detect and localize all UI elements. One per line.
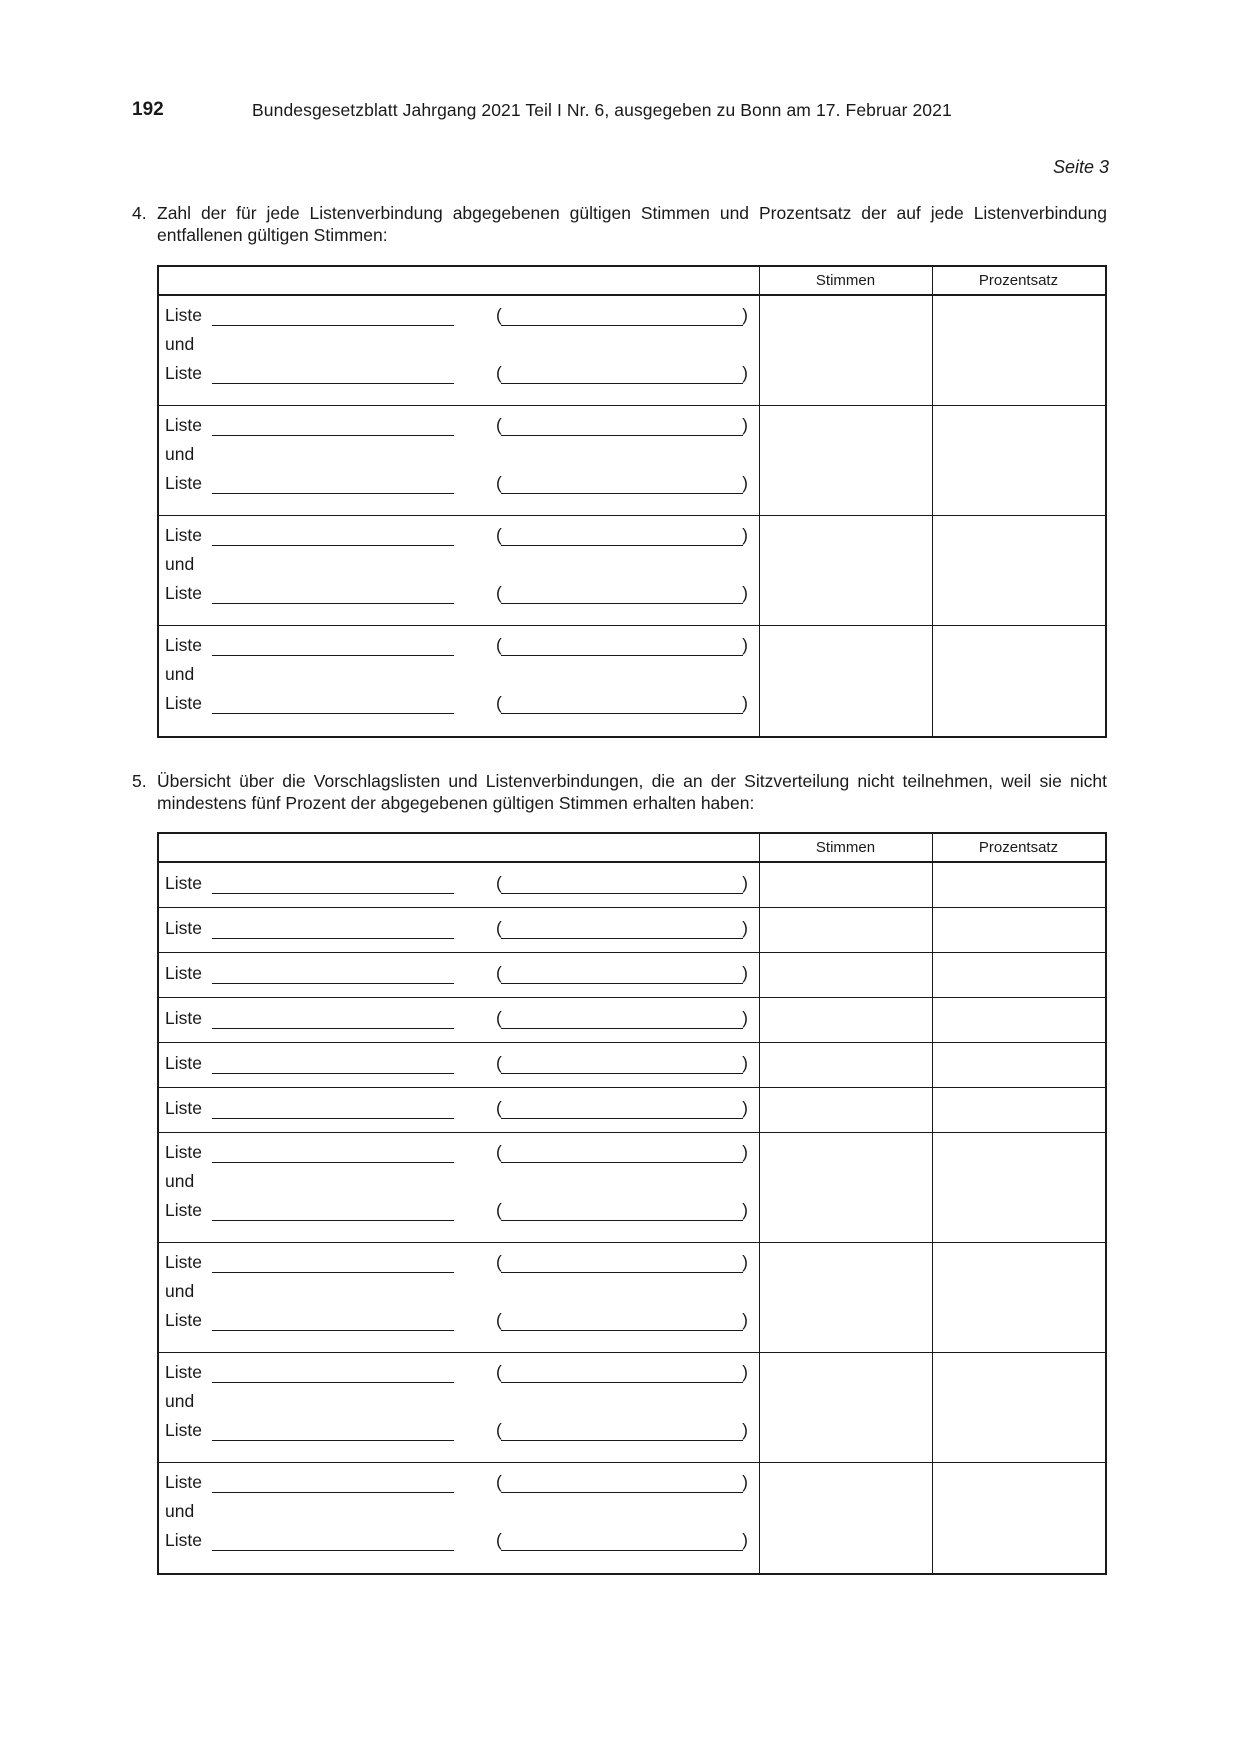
column-divider bbox=[759, 267, 760, 294]
first-list-designation-field[interactable] bbox=[496, 305, 748, 327]
liste-entry-line bbox=[165, 635, 753, 657]
column-divider bbox=[759, 998, 760, 1042]
column-divider bbox=[932, 516, 933, 625]
open-paren: ( bbox=[496, 1420, 502, 1440]
table-row bbox=[159, 406, 1105, 516]
und-connector: und bbox=[165, 664, 195, 684]
close-paren: ) bbox=[742, 305, 748, 325]
prozentsatz-input-cell[interactable] bbox=[934, 1243, 1105, 1352]
second-list-name-field[interactable] bbox=[212, 383, 454, 384]
column-divider bbox=[759, 296, 760, 405]
close-paren: ) bbox=[742, 473, 748, 493]
single-list-name-field[interactable] bbox=[212, 1118, 454, 1119]
single-list-designation-field[interactable] bbox=[496, 963, 748, 985]
column-divider bbox=[932, 1088, 933, 1132]
und-connector: und bbox=[165, 444, 195, 464]
section-4-text bbox=[132, 202, 1107, 246]
liste-label: Liste bbox=[165, 1142, 202, 1162]
designation-underline bbox=[501, 1272, 743, 1273]
liste-label: Liste bbox=[165, 1098, 202, 1118]
designation-underline bbox=[501, 1220, 743, 1221]
und-connector: und bbox=[165, 554, 195, 574]
liste-label: Liste bbox=[165, 1053, 202, 1073]
designation-underline bbox=[501, 713, 743, 714]
column-divider bbox=[932, 953, 933, 997]
close-paren: ) bbox=[742, 1252, 748, 1272]
excluded-lists-table bbox=[157, 832, 1107, 1575]
close-paren: ) bbox=[742, 583, 748, 603]
header-blank-cell bbox=[159, 834, 759, 861]
liste-entry-line bbox=[165, 963, 753, 985]
column-divider bbox=[759, 626, 760, 736]
liste-label: Liste bbox=[165, 525, 202, 545]
single-list-designation-field[interactable] bbox=[496, 918, 748, 940]
liste-label: Liste bbox=[165, 1420, 202, 1440]
prozentsatz-header: Prozentsatz bbox=[978, 272, 1059, 289]
designation-underline bbox=[501, 383, 743, 384]
stimmen-input-cell[interactable] bbox=[761, 626, 932, 736]
close-paren: ) bbox=[742, 1530, 748, 1550]
close-paren: ) bbox=[742, 1142, 748, 1162]
designation-underline bbox=[501, 1028, 743, 1029]
liste-entry-line bbox=[165, 1200, 753, 1222]
column-divider bbox=[932, 863, 933, 907]
stimmen-input-cell[interactable] bbox=[761, 953, 932, 997]
single-list-designation-field[interactable] bbox=[496, 873, 748, 895]
column-divider bbox=[932, 834, 933, 861]
prozentsatz-input-cell[interactable] bbox=[934, 998, 1105, 1042]
liste-label: Liste bbox=[165, 1530, 202, 1550]
first-list-designation-field[interactable] bbox=[496, 1252, 748, 1274]
first-list-designation-field[interactable] bbox=[496, 635, 748, 657]
second-list-name-field[interactable] bbox=[212, 493, 454, 494]
first-list-name-field[interactable] bbox=[212, 1382, 454, 1383]
open-paren: ( bbox=[496, 1530, 502, 1550]
column-divider bbox=[759, 908, 760, 952]
second-list-designation-field[interactable] bbox=[496, 583, 748, 605]
second-list-name-field[interactable] bbox=[212, 1220, 454, 1221]
stimmen-input-cell[interactable] bbox=[761, 908, 932, 952]
open-paren: ( bbox=[496, 473, 502, 493]
designation-underline bbox=[501, 1550, 743, 1551]
column-divider bbox=[759, 834, 760, 861]
stimmen-header: Stimmen bbox=[815, 272, 876, 289]
designation-underline bbox=[501, 893, 743, 894]
designation-underline bbox=[501, 1492, 743, 1493]
designation-underline bbox=[501, 603, 743, 604]
page-number: 192 bbox=[132, 99, 164, 120]
second-list-name-field[interactable] bbox=[212, 1550, 454, 1551]
first-list-name-field[interactable] bbox=[212, 655, 454, 656]
liste-label: Liste bbox=[165, 363, 202, 383]
column-divider bbox=[759, 406, 760, 515]
liste-entry-line bbox=[165, 1530, 753, 1552]
column-divider bbox=[932, 406, 933, 515]
prozentsatz-input-cell[interactable] bbox=[934, 1043, 1105, 1087]
liste-entry-line bbox=[165, 1098, 753, 1120]
column-divider bbox=[759, 1088, 760, 1132]
column-divider bbox=[932, 296, 933, 405]
table-row bbox=[159, 863, 1105, 908]
stimmen-input-cell[interactable] bbox=[761, 1243, 932, 1352]
second-list-name-field[interactable] bbox=[212, 603, 454, 604]
table-row bbox=[159, 1133, 1105, 1243]
designation-underline bbox=[501, 1118, 743, 1119]
close-paren: ) bbox=[742, 1362, 748, 1382]
liste-label: Liste bbox=[165, 873, 202, 893]
designation-underline bbox=[501, 655, 743, 656]
single-list-designation-field[interactable] bbox=[496, 1008, 748, 1030]
liste-entry-line bbox=[165, 525, 753, 547]
stimmen-input-cell[interactable] bbox=[761, 998, 932, 1042]
liste-label: Liste bbox=[165, 963, 202, 983]
stimmen-input-cell[interactable] bbox=[761, 863, 932, 907]
liste-entry-line bbox=[165, 363, 753, 385]
stimmen-input-cell[interactable] bbox=[761, 406, 932, 515]
liste-entry-line bbox=[165, 1362, 753, 1384]
designation-underline bbox=[501, 545, 743, 546]
table-row bbox=[159, 1353, 1105, 1463]
und-connector: und bbox=[165, 1171, 195, 1191]
first-list-designation-field[interactable] bbox=[496, 525, 748, 547]
liste-label: Liste bbox=[165, 1200, 202, 1220]
open-paren: ( bbox=[496, 635, 502, 655]
close-paren: ) bbox=[742, 1472, 748, 1492]
listenverbindung-votes-table bbox=[157, 265, 1107, 738]
column-divider bbox=[759, 1243, 760, 1352]
liste-label: Liste bbox=[165, 473, 202, 493]
close-paren: ) bbox=[742, 1310, 748, 1330]
open-paren: ( bbox=[496, 305, 502, 325]
stimmen-input-cell[interactable] bbox=[761, 1088, 932, 1132]
prozentsatz-input-cell[interactable] bbox=[934, 953, 1105, 997]
page-header bbox=[132, 99, 1107, 125]
liste-label: Liste bbox=[165, 1008, 202, 1028]
column-divider bbox=[759, 1463, 760, 1573]
first-list-designation-field[interactable] bbox=[496, 1142, 748, 1164]
liste-entry-line bbox=[165, 473, 753, 495]
open-paren: ( bbox=[496, 1310, 502, 1330]
single-list-designation-field[interactable] bbox=[496, 1098, 748, 1120]
single-list-name-field[interactable] bbox=[212, 938, 454, 939]
column-divider bbox=[759, 1353, 760, 1462]
second-list-designation-field[interactable] bbox=[496, 473, 748, 495]
second-list-designation-field[interactable] bbox=[496, 1200, 748, 1222]
designation-underline bbox=[501, 938, 743, 939]
liste-entry-line bbox=[165, 583, 753, 605]
stimmen-input-cell[interactable] bbox=[761, 1463, 932, 1573]
prozentsatz-input-cell[interactable] bbox=[934, 406, 1105, 515]
stimmen-input-cell[interactable] bbox=[761, 1353, 932, 1462]
open-paren: ( bbox=[496, 918, 502, 938]
close-paren: ) bbox=[742, 963, 748, 983]
liste-entry-line bbox=[165, 873, 753, 895]
second-list-designation-field[interactable] bbox=[496, 693, 748, 715]
column-divider bbox=[932, 1353, 933, 1462]
und-connector: und bbox=[165, 1391, 195, 1411]
table-row bbox=[159, 1088, 1105, 1133]
liste-entry-line bbox=[165, 693, 753, 715]
single-list-name-field[interactable] bbox=[212, 1028, 454, 1029]
designation-underline bbox=[501, 1330, 743, 1331]
table-row bbox=[159, 1243, 1105, 1353]
second-list-name-field[interactable] bbox=[212, 1440, 454, 1441]
close-paren: ) bbox=[742, 635, 748, 655]
prozentsatz-input-cell[interactable] bbox=[934, 908, 1105, 952]
section-5-number: 5. bbox=[132, 771, 147, 791]
column-divider bbox=[759, 953, 760, 997]
close-paren: ) bbox=[742, 363, 748, 383]
liste-label: Liste bbox=[165, 693, 202, 713]
second-list-name-field[interactable] bbox=[212, 1330, 454, 1331]
designation-underline bbox=[501, 1382, 743, 1383]
column-divider bbox=[759, 1133, 760, 1242]
liste-entry-line bbox=[165, 918, 753, 940]
column-divider bbox=[932, 998, 933, 1042]
second-list-name-field[interactable] bbox=[212, 713, 454, 714]
first-list-name-field[interactable] bbox=[212, 1272, 454, 1273]
prozentsatz-input-cell[interactable] bbox=[934, 1463, 1105, 1573]
close-paren: ) bbox=[742, 1420, 748, 1440]
designation-underline bbox=[501, 1073, 743, 1074]
open-paren: ( bbox=[496, 525, 502, 545]
designation-underline bbox=[501, 435, 743, 436]
table-row bbox=[159, 908, 1105, 953]
section-5-text bbox=[132, 770, 1107, 814]
first-list-name-field[interactable] bbox=[212, 435, 454, 436]
single-list-name-field[interactable] bbox=[212, 1073, 454, 1074]
single-list-name-field[interactable] bbox=[212, 893, 454, 894]
designation-underline bbox=[501, 325, 743, 326]
designation-underline bbox=[501, 1440, 743, 1441]
section-4-number: 4. bbox=[132, 203, 147, 223]
table-row bbox=[159, 998, 1105, 1043]
liste-label: Liste bbox=[165, 415, 202, 435]
table-body bbox=[159, 863, 1105, 1573]
single-list-designation-field[interactable] bbox=[496, 1053, 748, 1075]
liste-label: Liste bbox=[165, 1310, 202, 1330]
und-connector: und bbox=[165, 334, 195, 354]
prozentsatz-input-cell[interactable] bbox=[934, 1088, 1105, 1132]
gazette-title: Bundesgesetzblatt Jahrgang 2021 Teil I Nr. 6, ausgegeben zu Bonn am 17. Februar 2021 bbox=[252, 100, 952, 120]
column-divider bbox=[932, 1043, 933, 1087]
designation-underline bbox=[501, 493, 743, 494]
column-divider bbox=[932, 267, 933, 294]
designation-underline bbox=[501, 983, 743, 984]
first-list-designation-field[interactable] bbox=[496, 1362, 748, 1384]
open-paren: ( bbox=[496, 693, 502, 713]
liste-label: Liste bbox=[165, 635, 202, 655]
column-divider bbox=[759, 1043, 760, 1087]
open-paren: ( bbox=[496, 1200, 502, 1220]
table-row bbox=[159, 626, 1105, 736]
stimmen-header: Stimmen bbox=[815, 839, 876, 856]
liste-entry-line bbox=[165, 1420, 753, 1442]
column-divider bbox=[932, 626, 933, 736]
first-list-name-field[interactable] bbox=[212, 1492, 454, 1493]
open-paren: ( bbox=[496, 1252, 502, 1272]
column-divider bbox=[759, 516, 760, 625]
table-header-row bbox=[159, 267, 1105, 296]
prozentsatz-input-cell[interactable] bbox=[934, 863, 1105, 907]
first-list-name-field[interactable] bbox=[212, 1162, 454, 1163]
table-row bbox=[159, 296, 1105, 406]
prozentsatz-input-cell[interactable] bbox=[934, 1353, 1105, 1462]
designation-underline bbox=[501, 1162, 743, 1163]
prozentsatz-input-cell[interactable] bbox=[934, 296, 1105, 405]
second-list-designation-field[interactable] bbox=[496, 363, 748, 385]
liste-label: Liste bbox=[165, 583, 202, 603]
table-row bbox=[159, 516, 1105, 626]
second-list-designation-field[interactable] bbox=[496, 1420, 748, 1442]
und-connector: und bbox=[165, 1281, 195, 1301]
liste-entry-line bbox=[165, 1142, 753, 1164]
open-paren: ( bbox=[496, 1008, 502, 1028]
close-paren: ) bbox=[742, 918, 748, 938]
stimmen-input-cell[interactable] bbox=[761, 516, 932, 625]
section-5-description: Übersicht über die Vorschlagslisten und Listenverbindungen, die an der Sitzverteilung nicht teilnehmen, weil sie nicht mindestens fünf Prozent der abgegebenen gültigen Stimmen erhalten haben: bbox=[157, 771, 1107, 813]
close-paren: ) bbox=[742, 1008, 748, 1028]
table-row bbox=[159, 953, 1105, 998]
page-label: Seite 3 bbox=[1052, 157, 1109, 177]
open-paren: ( bbox=[496, 583, 502, 603]
open-paren: ( bbox=[496, 415, 502, 435]
liste-label: Liste bbox=[165, 1362, 202, 1382]
open-paren: ( bbox=[496, 963, 502, 983]
liste-entry-line bbox=[165, 1008, 753, 1030]
column-divider bbox=[932, 908, 933, 952]
open-paren: ( bbox=[496, 1098, 502, 1118]
column-divider bbox=[932, 1133, 933, 1242]
open-paren: ( bbox=[496, 363, 502, 383]
second-list-designation-field[interactable] bbox=[496, 1310, 748, 1332]
prozentsatz-input-cell[interactable] bbox=[934, 516, 1105, 625]
open-paren: ( bbox=[496, 873, 502, 893]
close-paren: ) bbox=[742, 525, 748, 545]
prozentsatz-input-cell[interactable] bbox=[934, 1133, 1105, 1242]
liste-entry-line bbox=[165, 305, 753, 327]
first-list-designation-field[interactable] bbox=[496, 415, 748, 437]
open-paren: ( bbox=[496, 1142, 502, 1162]
liste-label: Liste bbox=[165, 918, 202, 938]
section-4-description: Zahl der für jede Listenverbindung abgegebenen gültigen Stimmen und Prozentsatz der auf jede Listenverbindung entfallenen gültigen Stimmen: bbox=[157, 203, 1107, 245]
table-body bbox=[159, 296, 1105, 736]
close-paren: ) bbox=[742, 1053, 748, 1073]
liste-entry-line bbox=[165, 1252, 753, 1274]
table-header-row bbox=[159, 834, 1105, 863]
open-paren: ( bbox=[496, 1472, 502, 1492]
stimmen-input-cell[interactable] bbox=[761, 1043, 932, 1087]
close-paren: ) bbox=[742, 1200, 748, 1220]
close-paren: ) bbox=[742, 415, 748, 435]
close-paren: ) bbox=[742, 693, 748, 713]
liste-entry-line bbox=[165, 415, 753, 437]
und-connector: und bbox=[165, 1501, 195, 1521]
first-list-name-field[interactable] bbox=[212, 325, 454, 326]
header-blank-cell bbox=[159, 267, 759, 294]
first-list-name-field[interactable] bbox=[212, 545, 454, 546]
first-list-designation-field[interactable] bbox=[496, 1472, 748, 1494]
liste-entry-line bbox=[165, 1472, 753, 1494]
stimmen-input-cell[interactable] bbox=[761, 296, 932, 405]
stimmen-input-cell[interactable] bbox=[761, 1133, 932, 1242]
liste-entry-line bbox=[165, 1310, 753, 1332]
column-divider bbox=[932, 1243, 933, 1352]
column-divider bbox=[759, 863, 760, 907]
close-paren: ) bbox=[742, 873, 748, 893]
liste-entry-line bbox=[165, 1053, 753, 1075]
table-row bbox=[159, 1043, 1105, 1088]
second-list-designation-field[interactable] bbox=[496, 1530, 748, 1552]
liste-label: Liste bbox=[165, 1472, 202, 1492]
table-row bbox=[159, 1463, 1105, 1573]
liste-label: Liste bbox=[165, 1252, 202, 1272]
liste-label: Liste bbox=[165, 305, 202, 325]
single-list-name-field[interactable] bbox=[212, 983, 454, 984]
open-paren: ( bbox=[496, 1362, 502, 1382]
close-paren: ) bbox=[742, 1098, 748, 1118]
prozentsatz-input-cell[interactable] bbox=[934, 626, 1105, 736]
prozentsatz-header: Prozentsatz bbox=[978, 839, 1059, 856]
open-paren: ( bbox=[496, 1053, 502, 1073]
column-divider bbox=[932, 1463, 933, 1573]
